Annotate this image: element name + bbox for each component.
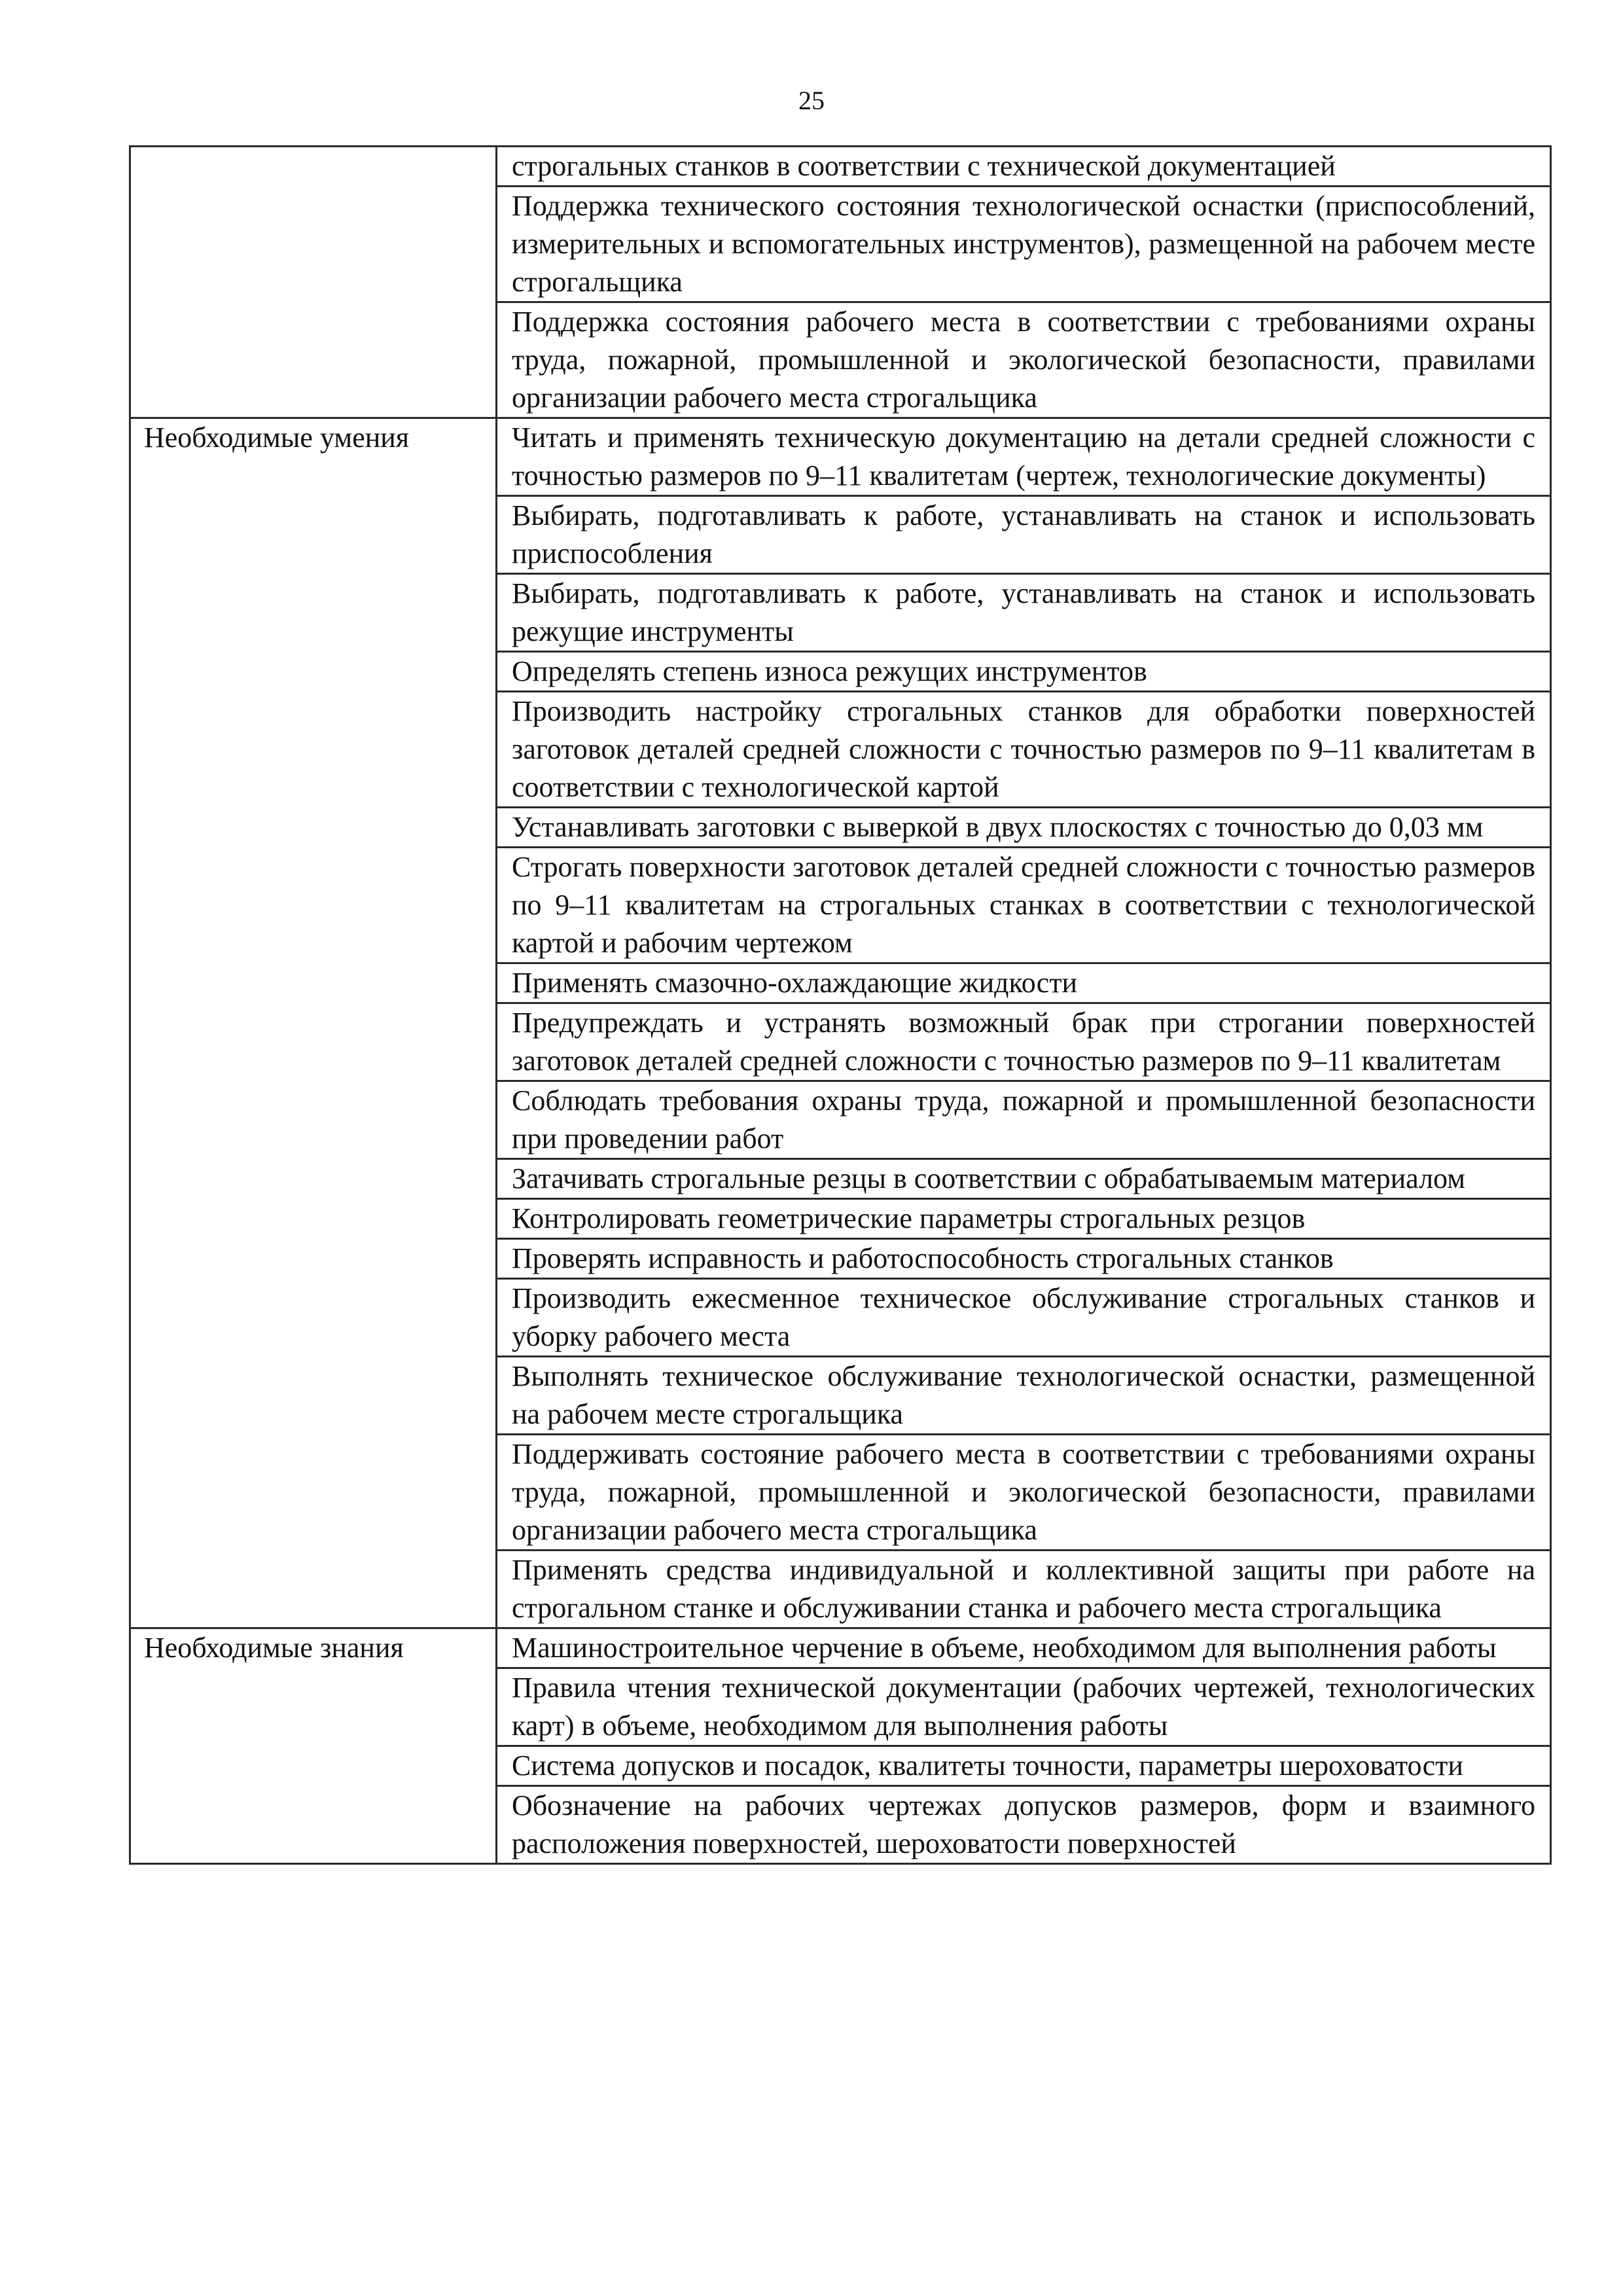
table-row (130, 574, 1551, 652)
section-heading-continuation (130, 1081, 497, 1159)
table-row (130, 1357, 1551, 1435)
table-row (130, 1746, 1551, 1786)
requirement-text: Определять степень износа режущих инструментов (497, 652, 1551, 692)
section-heading (130, 147, 497, 187)
table-row (130, 418, 1551, 496)
requirement-text: Поддержка технического состояния технологической оснастки (приспособлений, измерительных и вспомогательных инструментов), размещенной на рабочем месте строгальщика (497, 187, 1551, 302)
requirement-text: Производить ежесменное техническое обслуживание строгальных станков и уборку рабочего места (497, 1279, 1551, 1357)
table-row (130, 1199, 1551, 1239)
section-heading: Необходимые знания (130, 1628, 497, 1668)
requirement-text: Устанавливать заготовки с выверкой в двух плоскостях с точностью до 0,03 мм (497, 808, 1551, 848)
table-row (130, 1081, 1551, 1159)
table-row (130, 1786, 1551, 1864)
requirement-text: Обозначение на рабочих чертежах допусков размеров, форм и взаимного расположения поверхностей, шероховатости поверхностей (497, 1786, 1551, 1864)
table-row (130, 692, 1551, 808)
requirement-text: Соблюдать требования охраны труда, пожарной и промышленной безопасности при проведении работ (497, 1081, 1551, 1159)
requirement-text: Читать и применять техническую документацию на детали средней сложности с точностью размеров по 9–11 квалитетам (чертеж, технологические документы) (497, 418, 1551, 496)
requirement-text: Строгать поверхности заготовок деталей средней сложности с точностью размеров по 9–11 квалитетам на строгальных станках в соответствии с технологической картой и рабочим чертежом (497, 848, 1551, 963)
requirement-text: Выбирать, подготавливать к работе, устанавливать на станок и использовать режущие инструменты (497, 574, 1551, 652)
section-heading: Необходимые умения (130, 418, 497, 496)
table-row (130, 187, 1551, 302)
table-row (130, 1628, 1551, 1668)
table-row (130, 496, 1551, 574)
section-heading-continuation (130, 1199, 497, 1239)
section-heading-continuation (130, 1551, 497, 1628)
requirement-text: Проверять исправность и работоспособность строгальных станков (497, 1239, 1551, 1279)
table-row (130, 302, 1551, 418)
table-row (130, 1551, 1551, 1628)
requirement-text: Правила чтения технической документации (рабочих чертежей, технологических карт) в объеме, необходимом для выполнения работы (497, 1668, 1551, 1746)
requirement-text: Контролировать геометрические параметры строгальных резцов (497, 1199, 1551, 1239)
requirement-text: Предупреждать и устранять возможный брак при строгании поверхностей заготовок деталей средней сложности с точностью размеров по 9–11 квалитетам (497, 1003, 1551, 1081)
requirement-text: Применять средства индивидуальной и коллективной защиты при работе на строгальном станке и обслуживании станка и рабочего места строгальщика (497, 1551, 1551, 1628)
requirement-text: Применять смазочно-охлаждающие жидкости (497, 963, 1551, 1003)
requirement-text: Система допусков и посадок, квалитеты точности, параметры шероховатости (497, 1746, 1551, 1786)
section-heading-continuation (130, 302, 497, 418)
section-heading-continuation (130, 1746, 497, 1786)
section-heading-continuation (130, 848, 497, 963)
section-heading-continuation (130, 1159, 497, 1199)
section-heading-continuation (130, 1003, 497, 1081)
table-row (130, 1435, 1551, 1551)
section-heading-continuation (130, 1435, 497, 1551)
page-number: 25 (798, 86, 825, 115)
section-heading-continuation (130, 652, 497, 692)
section-heading-continuation (130, 574, 497, 652)
section-heading-continuation (130, 1786, 497, 1864)
section-heading-continuation (130, 1668, 497, 1746)
section-heading-continuation (130, 963, 497, 1003)
requirement-text: Затачивать строгальные резцы в соответствии с обрабатываемым материалом (497, 1159, 1551, 1199)
section-heading-continuation (130, 692, 497, 808)
requirement-text: Машиностроительное черчение в объеме, необходимом для выполнения работы (497, 1628, 1551, 1668)
requirement-text: Выбирать, подготавливать к работе, устанавливать на станок и использовать приспособления (497, 496, 1551, 574)
table-row (130, 1668, 1551, 1746)
requirement-text: Поддержка состояния рабочего места в соответствии с требованиями охраны труда, пожарной, промышленной и экологической безопасности, правилами организации рабочего места строгальщика (497, 302, 1551, 418)
requirement-text: Производить настройку строгальных станков для обработки поверхностей заготовок деталей средней сложности с точностью размеров по 9–11 квалитетам в соответствии с технологической картой (497, 692, 1551, 808)
section-heading-continuation (130, 1357, 497, 1435)
table-row (130, 1159, 1551, 1199)
requirements-table (129, 145, 1552, 1865)
table-row (130, 1239, 1551, 1279)
section-heading-continuation (130, 1239, 497, 1279)
table-row (130, 808, 1551, 848)
requirements-table-body (130, 147, 1551, 1864)
requirement-text: Выполнять техническое обслуживание технологической оснастки, размещенной на рабочем месте строгальщика (497, 1357, 1551, 1435)
table-row (130, 652, 1551, 692)
table-row (130, 1279, 1551, 1357)
section-heading-continuation (130, 187, 497, 302)
table-row (130, 1003, 1551, 1081)
table-row (130, 848, 1551, 963)
table-row (130, 963, 1551, 1003)
section-heading-continuation (130, 808, 497, 848)
table-row (130, 147, 1551, 187)
section-heading-continuation (130, 496, 497, 574)
requirement-text: строгальных станков в соответствии с технической документацией (497, 147, 1551, 187)
section-heading-continuation (130, 1279, 497, 1357)
requirement-text: Поддерживать состояние рабочего места в соответствии с требованиями охраны труда, пожарной, промышленной и экологической безопасности, правилами организации рабочего места строгальщика (497, 1435, 1551, 1551)
